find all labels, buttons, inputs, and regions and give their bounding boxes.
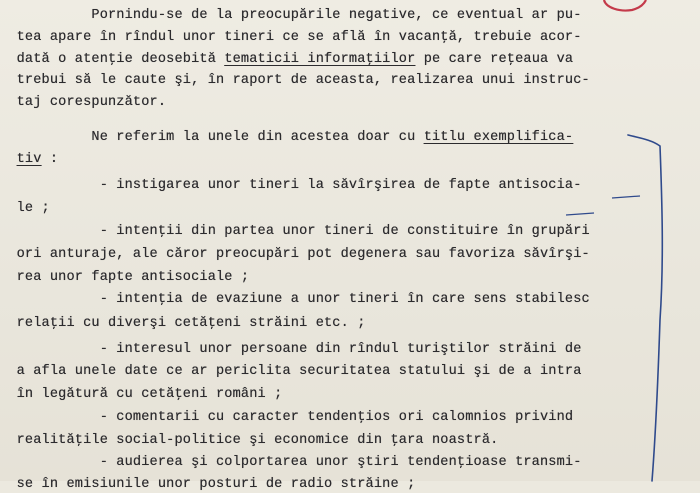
document-line xyxy=(0,455,700,471)
document-line xyxy=(0,247,700,263)
document-line xyxy=(0,52,700,68)
line-text xyxy=(0,152,17,167)
line-text: - intenţia de evaziune a unor tineri în care sens stabilesc xyxy=(0,292,590,307)
line-text: a afla unele date ce ar periclita securitatea statului şi de a intra xyxy=(0,364,582,379)
document-line xyxy=(0,152,700,168)
line-text: realităţile social-politice şi economice din ţara noastră. xyxy=(0,433,499,448)
line-text: tea apare în rîndul unor tineri ce se află în vacanţă, trebuie acor- xyxy=(0,30,582,45)
line-text: - audierea şi colportarea unor ştiri tendenţioase transmi- xyxy=(0,455,582,470)
line-text: rea unor fapte antisociale ; xyxy=(0,270,250,285)
line-text: - interesul unor persoane din rîndul turiştilor străini de xyxy=(0,342,582,357)
line-text: Ne referim la unele din acestea doar cu xyxy=(0,130,424,145)
document-line xyxy=(0,292,700,308)
line-text: relaţii cu diverşi cetăţeni străini etc. ; xyxy=(0,316,366,331)
document-line xyxy=(0,410,700,426)
document-line xyxy=(0,316,700,332)
line-text: trebui să le caute şi, în raport de aceasta, realizarea unui instruc- xyxy=(0,73,590,88)
document-line xyxy=(0,8,700,24)
line-text: le ; xyxy=(0,201,50,216)
document-line xyxy=(0,30,700,46)
line-text: ori anturaje, ale căror preocupări pot degenera sau favoriza săvîrşi- xyxy=(0,247,590,262)
document-line xyxy=(0,178,700,194)
document-line xyxy=(0,270,700,286)
underlined-phrase: titlu exemplifica- xyxy=(423,130,574,145)
line-text: : xyxy=(41,152,59,167)
underlined-phrase: tematicii informaţiilor xyxy=(224,52,416,67)
document-line xyxy=(0,130,700,146)
document-line xyxy=(0,342,700,358)
document-line xyxy=(0,364,700,380)
document-line xyxy=(0,387,700,403)
line-text: - comentarii cu caracter tendenţios ori calomnios privind xyxy=(0,410,574,425)
line-text: Pornindu-se de la preocupările negative, ce eventual ar pu- xyxy=(0,8,582,23)
line-text: pe care reţeaua va xyxy=(415,52,574,67)
document-line xyxy=(0,433,700,449)
document-line xyxy=(0,73,700,89)
line-text: - intenţii din partea unor tineri de constituire în grupări xyxy=(0,224,590,239)
underlined-phrase: tiv xyxy=(16,152,42,167)
line-text: taj corespunzător. xyxy=(0,95,167,110)
document-line xyxy=(0,95,700,111)
document-line xyxy=(0,224,700,240)
stamp-fragment-icon xyxy=(600,0,650,14)
line-text: - instigarea unor tineri la săvîrşirea de fapte antisocia- xyxy=(0,178,582,193)
document-line xyxy=(0,201,700,217)
line-text: în legătură cu cetăţeni români ; xyxy=(0,387,283,402)
line-text: se în emisiunile unor posturi de radio străine ; xyxy=(0,477,416,492)
document-line xyxy=(0,477,700,493)
line-text: dată o atenţie deosebită xyxy=(0,52,225,67)
